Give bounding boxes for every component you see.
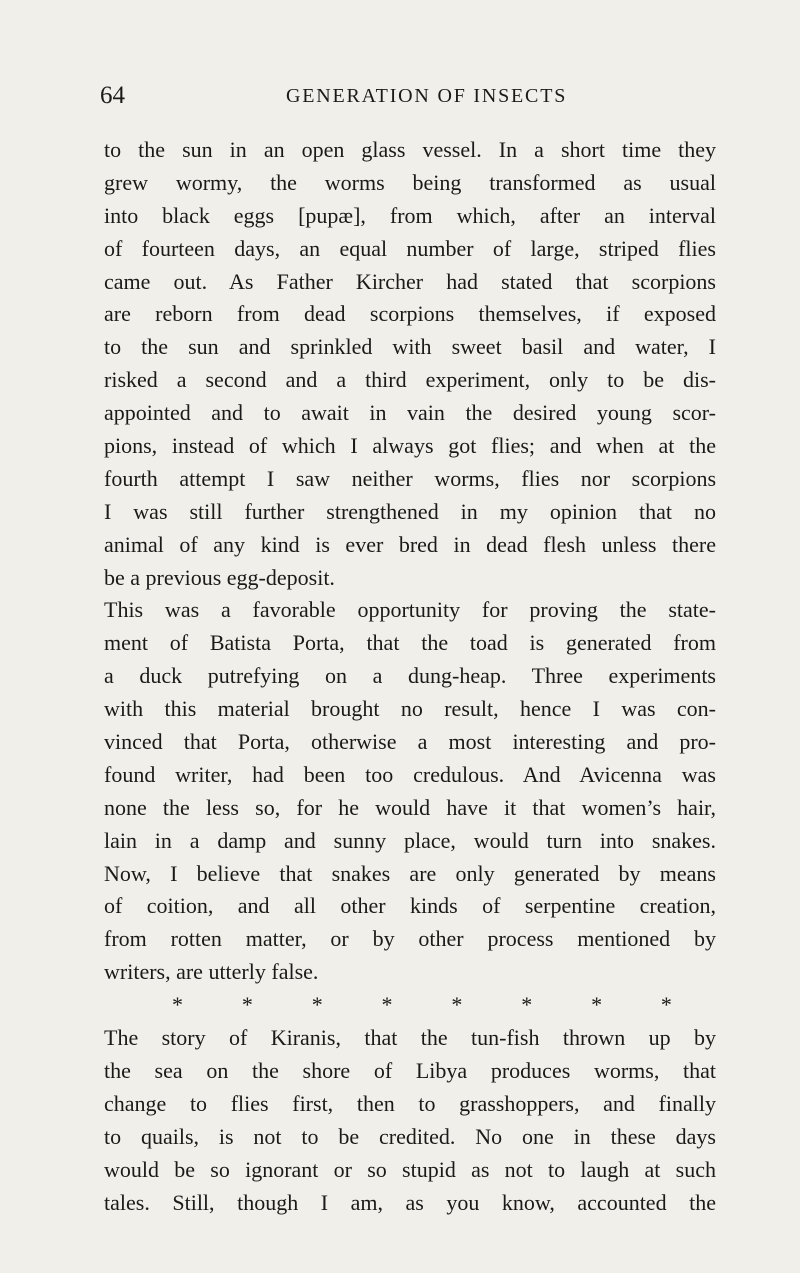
text-line: found writer, had been too credulous. And Avicenna was: [104, 761, 716, 787]
asterisk: *: [311, 992, 323, 1018]
text-line: of coition, and all other kinds of serpentine creation,: [104, 893, 716, 919]
text-line: from rotten matter, or by other process mentioned by: [104, 926, 716, 952]
text-line: Now, I believe that snakes are only generated by means: [104, 860, 716, 886]
text-line: of fourteen days, an equal number of large, striped flies: [104, 235, 716, 261]
text-line: I was still further strengthened in my opinion that no: [104, 498, 716, 524]
page-number: 64: [100, 82, 125, 109]
text-line: animal of any kind is ever bred in dead flesh unless there: [104, 531, 716, 557]
text-line: appointed and to await in vain the desired young scor-: [104, 400, 716, 426]
text-line: none the less so, for he would have it that women’s hair,: [104, 794, 716, 820]
text-line: into black eggs [pupæ], from which, after an interval: [104, 202, 716, 228]
asterisk: *: [172, 992, 183, 1018]
text-line: tales. Still, though I am, as you know, accounted the: [104, 1189, 716, 1215]
running-head: GENERATION OF INSECTS: [286, 85, 568, 107]
text-line: to the sun in an open glass vessel. In a short time they: [104, 137, 716, 162]
asterisk: *: [241, 992, 253, 1018]
text-line: grew wormy, the worms being transformed as usual: [104, 169, 716, 195]
text-line: writers, are utterly false.: [104, 959, 319, 985]
text-line: a duck putrefying on a dung-heap. Three experiments: [104, 663, 716, 689]
text-line: would be so ignorant or so stupid as not to laugh at such: [104, 1156, 716, 1182]
asterisk: *: [521, 992, 533, 1018]
body-text: [104, 134, 716, 1219]
text-line: vinced that Porta, otherwise a most interesting and pro-: [104, 729, 716, 755]
text-line: This was a favorable opportunity for proving the state-: [104, 597, 716, 623]
text-line: The story of Kiranis, that the tun-fish thrown up by: [104, 1025, 716, 1051]
asterisk: *: [660, 992, 672, 1018]
page-header: [100, 79, 716, 113]
text-line: to quails, is not to be credited. No one in these days: [104, 1123, 716, 1149]
text-line: to the sun and sprinkled with sweet basil and water, I: [104, 334, 716, 360]
text-line: lain in a damp and sunny place, would turn into snakes.: [104, 827, 716, 853]
text-line: ment of Batista Porta, that the toad is generated from: [104, 630, 716, 656]
text-line: risked a second and a third experiment, only to be dis-: [104, 367, 716, 393]
text-line: the sea on the shore of Libya produces worms, that: [104, 1057, 716, 1083]
text-line: with this material brought no result, hence I was con-: [104, 696, 716, 722]
text-line: are reborn from dead scorpions themselves, if exposed: [104, 301, 716, 327]
text-line: pions, instead of which I always got flies; and when at the: [104, 433, 716, 459]
asterisk: *: [451, 992, 463, 1018]
text-line: be a previous egg-deposit.: [104, 564, 335, 590]
text-line: change to flies first, then to grasshoppers, and finally: [104, 1090, 716, 1116]
asterisk: *: [381, 992, 393, 1018]
text-line: fourth attempt I saw neither worms, flies nor scorpions: [104, 465, 716, 491]
asterisk: *: [591, 992, 603, 1018]
text-line: came out. As Father Kircher had stated that scorpions: [104, 268, 716, 294]
section-separator: [104, 989, 716, 1022]
